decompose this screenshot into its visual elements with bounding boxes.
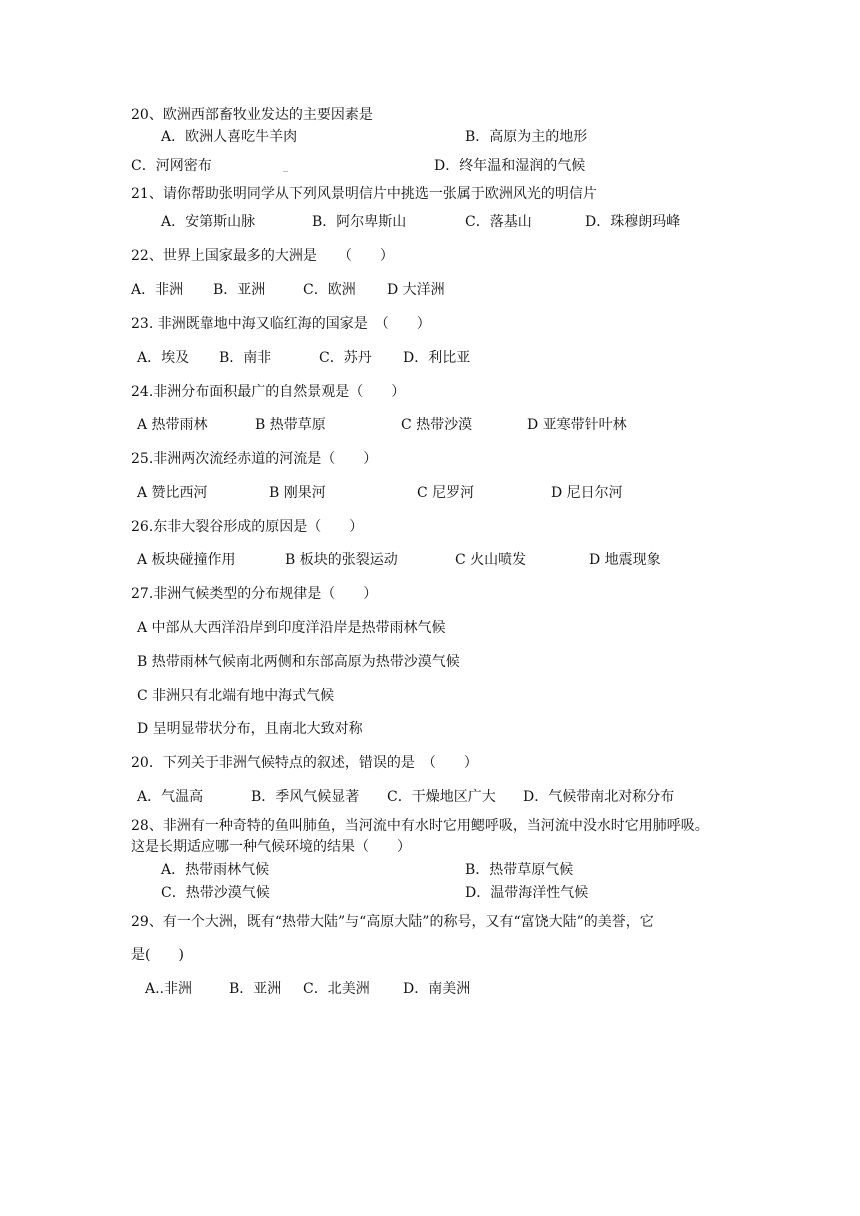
question-29-stem-line2: 是( )	[131, 947, 184, 963]
question-21-option-c: C．落基山	[465, 214, 532, 230]
question-28-option-b: B．热带草原气候	[465, 862, 574, 878]
question-22-option-d: D 大洋洲	[387, 282, 445, 298]
question-26-option-d: D 地震现象	[589, 552, 661, 568]
question-21-option-a: A．安第斯山脉	[161, 214, 256, 230]
question-23-option-b: B．南非	[219, 350, 272, 366]
question-25-option-c: C 尼罗河	[417, 485, 475, 501]
question-22-stem: 22、世界上国家最多的大洲是 （ ）	[131, 248, 394, 264]
question-28-option-c: C．热带沙漠气候	[161, 885, 270, 901]
question-28-stem-line1: 28、非洲有一种奇特的鱼叫肺鱼，当河流中有水时它用鳃呼吸，当河流中没水时它用肺呼吸。	[131, 818, 709, 834]
question-20b-stem: 20．下列关于非洲气候特点的叙述，错误的是 （ ）	[131, 755, 478, 771]
question-20b-option-c: C．干燥地区广大	[387, 789, 496, 805]
question-29-option-b: B．亚洲	[229, 981, 282, 997]
question-23-stem: 23. 非洲既靠地中海又临红海的国家是 （ ）	[131, 316, 431, 332]
question-22-option-b: B．亚洲	[213, 282, 266, 298]
question-27-option-c: C 非洲只有北端有地中海式气候	[137, 688, 335, 704]
question-24-stem: 24.非洲分布面积最广的自然景观是（ ）	[131, 384, 406, 400]
question-25-stem: 25.非洲两次流经赤道的河流是（ ）	[131, 451, 378, 467]
question-20a-option-d: D．终年温和湿润的气候	[434, 158, 586, 174]
question-24-option-c: C 热带沙漠	[401, 417, 473, 433]
question-27-stem: 27.非洲气候类型的分布规律是（ ）	[131, 586, 378, 602]
question-29-option-c: C．北美洲	[303, 981, 370, 997]
question-29-option-d: D．南美洲	[403, 981, 471, 997]
question-28-option-a: A．热带雨林气候	[161, 862, 270, 878]
question-22-option-c: C．欧洲	[303, 282, 356, 298]
question-20b-option-d: D．气候带南北对称分布	[523, 789, 675, 805]
question-28-stem-line2: 这是长期适应哪一种气候环境的结果（ ）	[131, 839, 411, 855]
question-27-option-d: D 呈明显带状分布，且南北大致对称	[137, 721, 363, 737]
question-27-option-a: A 中部从大西洋沿岸到印度洋沿岸是热带雨林气候	[137, 620, 446, 636]
question-21-option-b: B．阿尔卑斯山	[312, 214, 407, 230]
question-24-option-a: A 热带雨林	[137, 417, 208, 433]
question-25-option-d: D 尼日尔河	[551, 485, 623, 501]
question-24-option-b: B 热带草原	[255, 417, 326, 433]
question-22-option-a: A．非洲	[131, 282, 184, 298]
question-24-option-d: D 亚寒带针叶林	[527, 417, 627, 433]
question-20a-option-c: C．河网密布	[131, 158, 212, 174]
question-27-option-b: B 热带雨林气候南北两侧和东部高原为热带沙漠气候	[137, 654, 460, 670]
question-20a-stem: 20、欧洲西部畜牧业发达的主要因素是	[131, 107, 373, 123]
question-26-stem: 26.东非大裂谷形成的原因是（ ）	[131, 519, 364, 535]
question-29-option-a: A..非洲	[145, 981, 193, 997]
question-23-option-a: A．埃及	[137, 350, 190, 366]
scan-mark	[283, 171, 288, 172]
question-25-option-a: A 赞比西河	[137, 485, 208, 501]
question-26-option-b: B 板块的张裂运动	[285, 552, 398, 568]
question-26-option-a: A 板块碰撞作用	[137, 552, 236, 568]
question-28-option-d: D．温带海洋性气候	[465, 885, 589, 901]
question-20b-option-b: B．季风气候显著	[251, 789, 360, 805]
question-20a-option-b: B．高原为主的地形	[465, 129, 588, 145]
question-23-option-c: C．苏丹	[319, 350, 372, 366]
question-25-option-b: B 刚果河	[269, 485, 326, 501]
question-29-stem-line1: 29、有一个大洲，既有“热带大陆”与“高原大陆”的称号，又有“富饶大陆”的美誉，它	[131, 914, 654, 930]
question-20a-option-a: A．欧洲人喜吃牛羊肉	[161, 129, 298, 145]
question-21-option-d: D．珠穆朗玛峰	[585, 214, 681, 230]
question-23-option-d: D．利比亚	[403, 350, 471, 366]
question-21-stem: 21、请你帮助张明同学从下列风景明信片中挑选一张属于欧洲风光的明信片	[131, 186, 597, 202]
question-26-option-c: C 火山喷发	[455, 552, 527, 568]
question-20b-option-a: A．气温高	[137, 789, 204, 805]
